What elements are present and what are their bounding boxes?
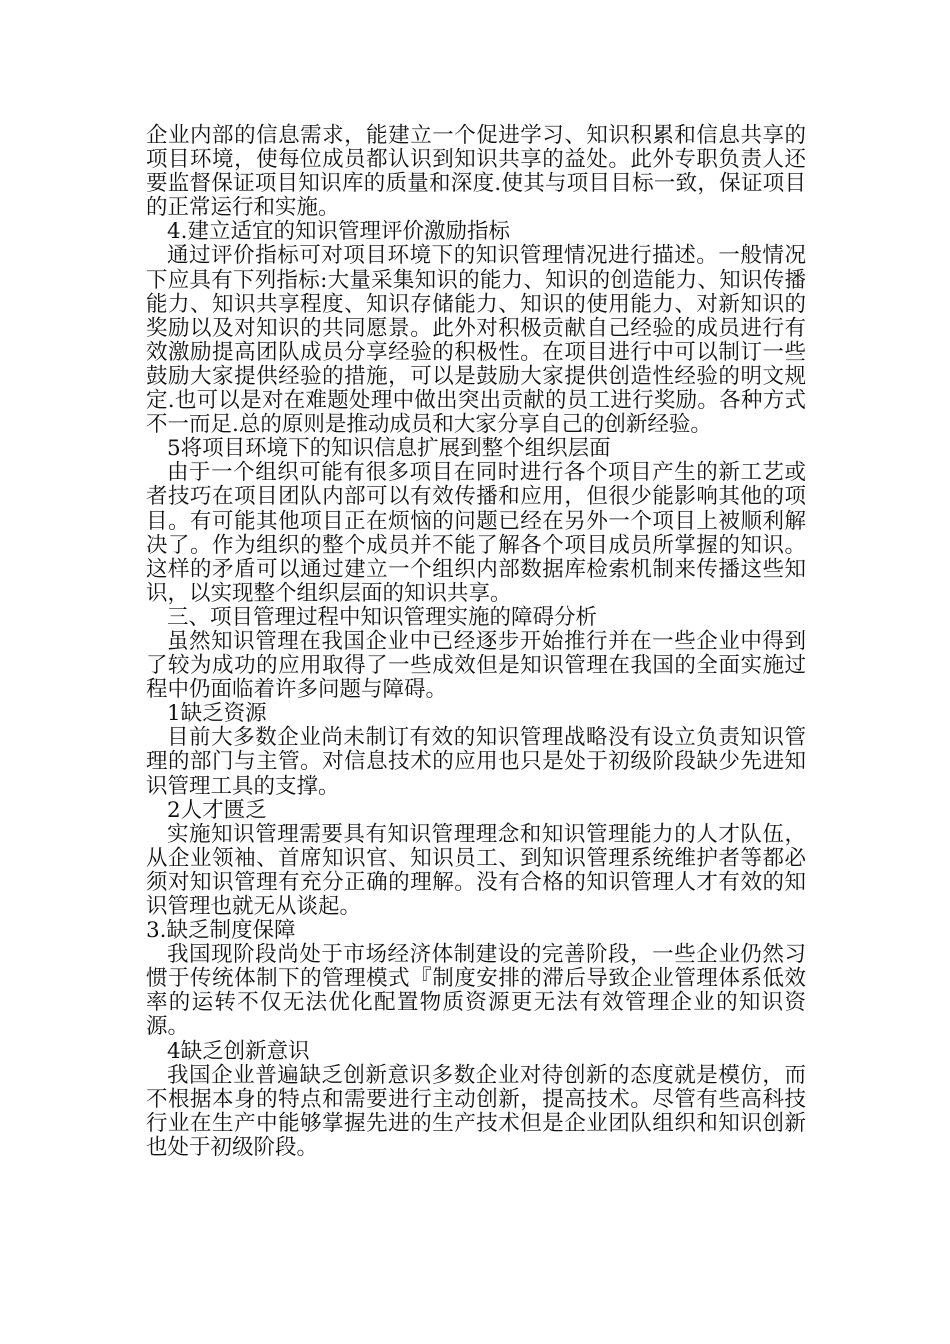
paragraph-obstacles: 虽然知识管理在我国企业中已经逐步开始推行并在一些企业中得到了较为成功的应用取得了一些成效但是知识管理在我国的全面实施过程中仍面临着许多问题与障碍。 [146, 628, 806, 703]
paragraph-innovation: 我国企业普遍缺乏创新意识多数企业对待创新的态度就是模仿，而不根据本身的特点和需要进行主动创新，提高技术。尽管有些高科技行业在生产中能够掌握先进的生产技术但是企业团队组织和知识创新也处于初级阶段。 [146, 1062, 806, 1160]
heading-talent-shortage: 2人才匮乏 [167, 797, 267, 823]
heading-innovation: 4缺乏创新意识 [167, 1038, 310, 1064]
heading-obstacles: 三、项目管理过程中知识管理实施的障碍分析 [167, 604, 598, 630]
heading-evaluation-incentive: 4.建立适宜的知识管理评价激励指标 [167, 219, 511, 245]
heading-lack-resources: 1缺乏资源 [167, 701, 267, 727]
heading-organization-level: 5将项目环境下的知识信息扩展到整个组织层面 [167, 436, 611, 462]
heading-institutional-guarantee: 3.缺乏制度保障 [146, 918, 296, 944]
paragraph-talent-shortage: 实施知识管理需要具有知识管理理念和知识管理能力的人才队伍，从企业领袖、首席知识官、知识员工、到知识管理系统维护者等都必须对知识管理有充分正确的理解。没有合格的知识管理人才有效的知识管理也就无从谈起。 [146, 821, 806, 919]
paragraph-evaluation-incentive: 通过评价指标可对项目环境下的知识管理情况进行描述。一般情况下应具有下列指标:大量采集知识的能力、知识的创造能力、知识传播能力、知识共享程度、知识存储能力、知识的使用能力、对新知识的奖励以及对知识的共同愿景。此外对积极贡献自己经验的成员进行有效激励提高团队成员分享经验的积极性。在项目进行中可以制订一些鼓励大家提供经验的措施，可以是鼓励大家提供创造性经验的明文规定.也可以是对在难题处理中做出突出贡献的员工进行奖励。各种方式不一而足.总的原则是推动成员和大家分享自己的创新经验。 [146, 243, 806, 438]
paragraph-institutional-guarantee: 我国现阶段尚处于市场经济体制建设的完善阶段，一些企业仍然习惯于传统体制下的管理模式『制度安排的滞后导致企业管理体系低效率的运转不仅无法优化配置物质资源更无法有效管理企业的知识资源。 [146, 942, 806, 1040]
paragraph-organization-level: 由于一个组织可能有很多项目在同时进行各个项目产生的新工艺或者技巧在项目团队内部可以有效传播和应用，但很少能影响其他的项目。有可能其他项目正在烦恼的问题已经在另外一个项目上被顺利解决了。作为组织的整个成员并不能了解各个项目成员所掌握的知识。这样的矛盾可以通过建立一个组织内部数据库检索机制来传播这些知识，以实现整个组织层面的知识共享。 [146, 460, 806, 606]
paragraph-lack-resources: 目前大多数企业尚未制订有效的知识管理战略没有设立负责知识管理的部门与主管。对信息技术的应用也只是处于初级阶段缺少先进知识管理工具的支撑。 [146, 725, 806, 799]
paragraph-intro: 企业内部的信息需求，能建立一个促进学习、知识积累和信息共享的项目环境，使每位成员都认识到知识共享的益处。此外专职负责人还要监督保证项目知识库的质量和深度.使其与项目目标一致，保证项目的正常运行和实施。 [146, 123, 806, 221]
document-page [146, 124, 806, 1160]
